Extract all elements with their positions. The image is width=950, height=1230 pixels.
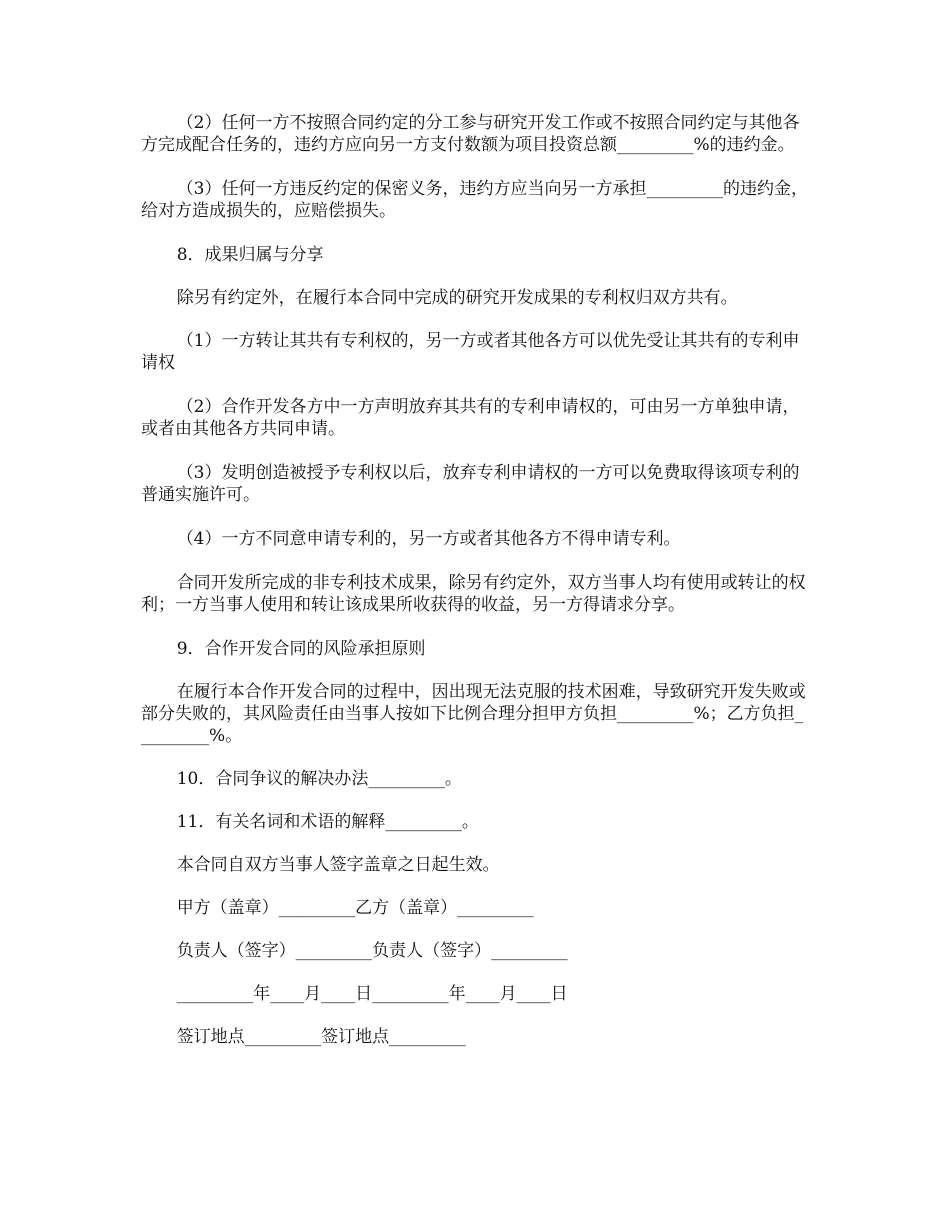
clause-patent-co-ownership: 除另有约定外，在履行本合同中完成的研究开发成果的专利权归双方共有。: [176, 288, 738, 308]
signature-date-line: _________年____月____日_________年____月____日: [176, 984, 568, 1004]
signature-seal-line: 甲方（盖章）_________乙方（盖章）_________: [176, 898, 534, 918]
clause-non-patent-results: 合同开发所完成的非专利技术成果，除另有约定外，双方当事人均有使用或转让的权利；一方当事人使用和转让该成果所收获得的收益，另一方得请求分享。: [141, 573, 806, 615]
section-heading-risk: 9．合作开发合同的风险承担原则: [176, 639, 426, 659]
clause-patent-waiver: （2）合作开发各方中一方声明放弃其共有的专利申请权的，可由另一方单独申请，或者由其他各方共同申请。: [141, 397, 800, 439]
clause-risk-sharing: 在履行本合作开发合同的过程中，因出现无法克服的技术困难，导致研究开发失败或部分失败的，其风险责任由当事人按如下比例合理分担甲方负担_________%；乙方负担_________%。: [141, 682, 806, 746]
clause-patent-license: （3）发明创造被授予专利权以后，放弃专利申请权的一方可以免费取得该项专利的普通实施许可。: [141, 463, 800, 505]
clause-patent-refusal: （4）一方不同意申请专利的，另一方或者其他各方不得申请专利。: [176, 529, 681, 549]
signature-place-line: 签订地点_________签订地点_________: [176, 1027, 466, 1047]
clause-terms-definition: 11．有关名词和术语的解释_________。: [176, 812, 479, 832]
clause-patent-transfer: （1）一方转让其共有专利权的，另一方或者其他各方可以优先受让其共有的专利申请权: [141, 331, 800, 373]
contract-page: [141, 112, 809, 1048]
section-heading-ownership: 8．成果归属与分享: [176, 245, 324, 265]
clause-dispute-resolution: 10．合同争议的解决办法_________。: [176, 769, 462, 789]
signature-responsible-line: 负责人（签字）_________负责人（签字）_________: [176, 941, 568, 961]
clause-breach-confidentiality: （3）任何一方违反约定的保密义务，违约方应当向另一方承担_________的违约金，给对方造成损失的，应赔偿损失。: [141, 179, 809, 221]
clause-breach-cooperation: （2）任何一方不按照合同约定的分工参与研究开发工作或不按照合同约定与其他各方完成配合任务的，违约方应向另一方支付数额为项目投资总额_________%的违约金。: [141, 113, 800, 155]
clause-effective-date: 本合同自双方当事人签字盖章之日起生效。: [176, 855, 500, 875]
